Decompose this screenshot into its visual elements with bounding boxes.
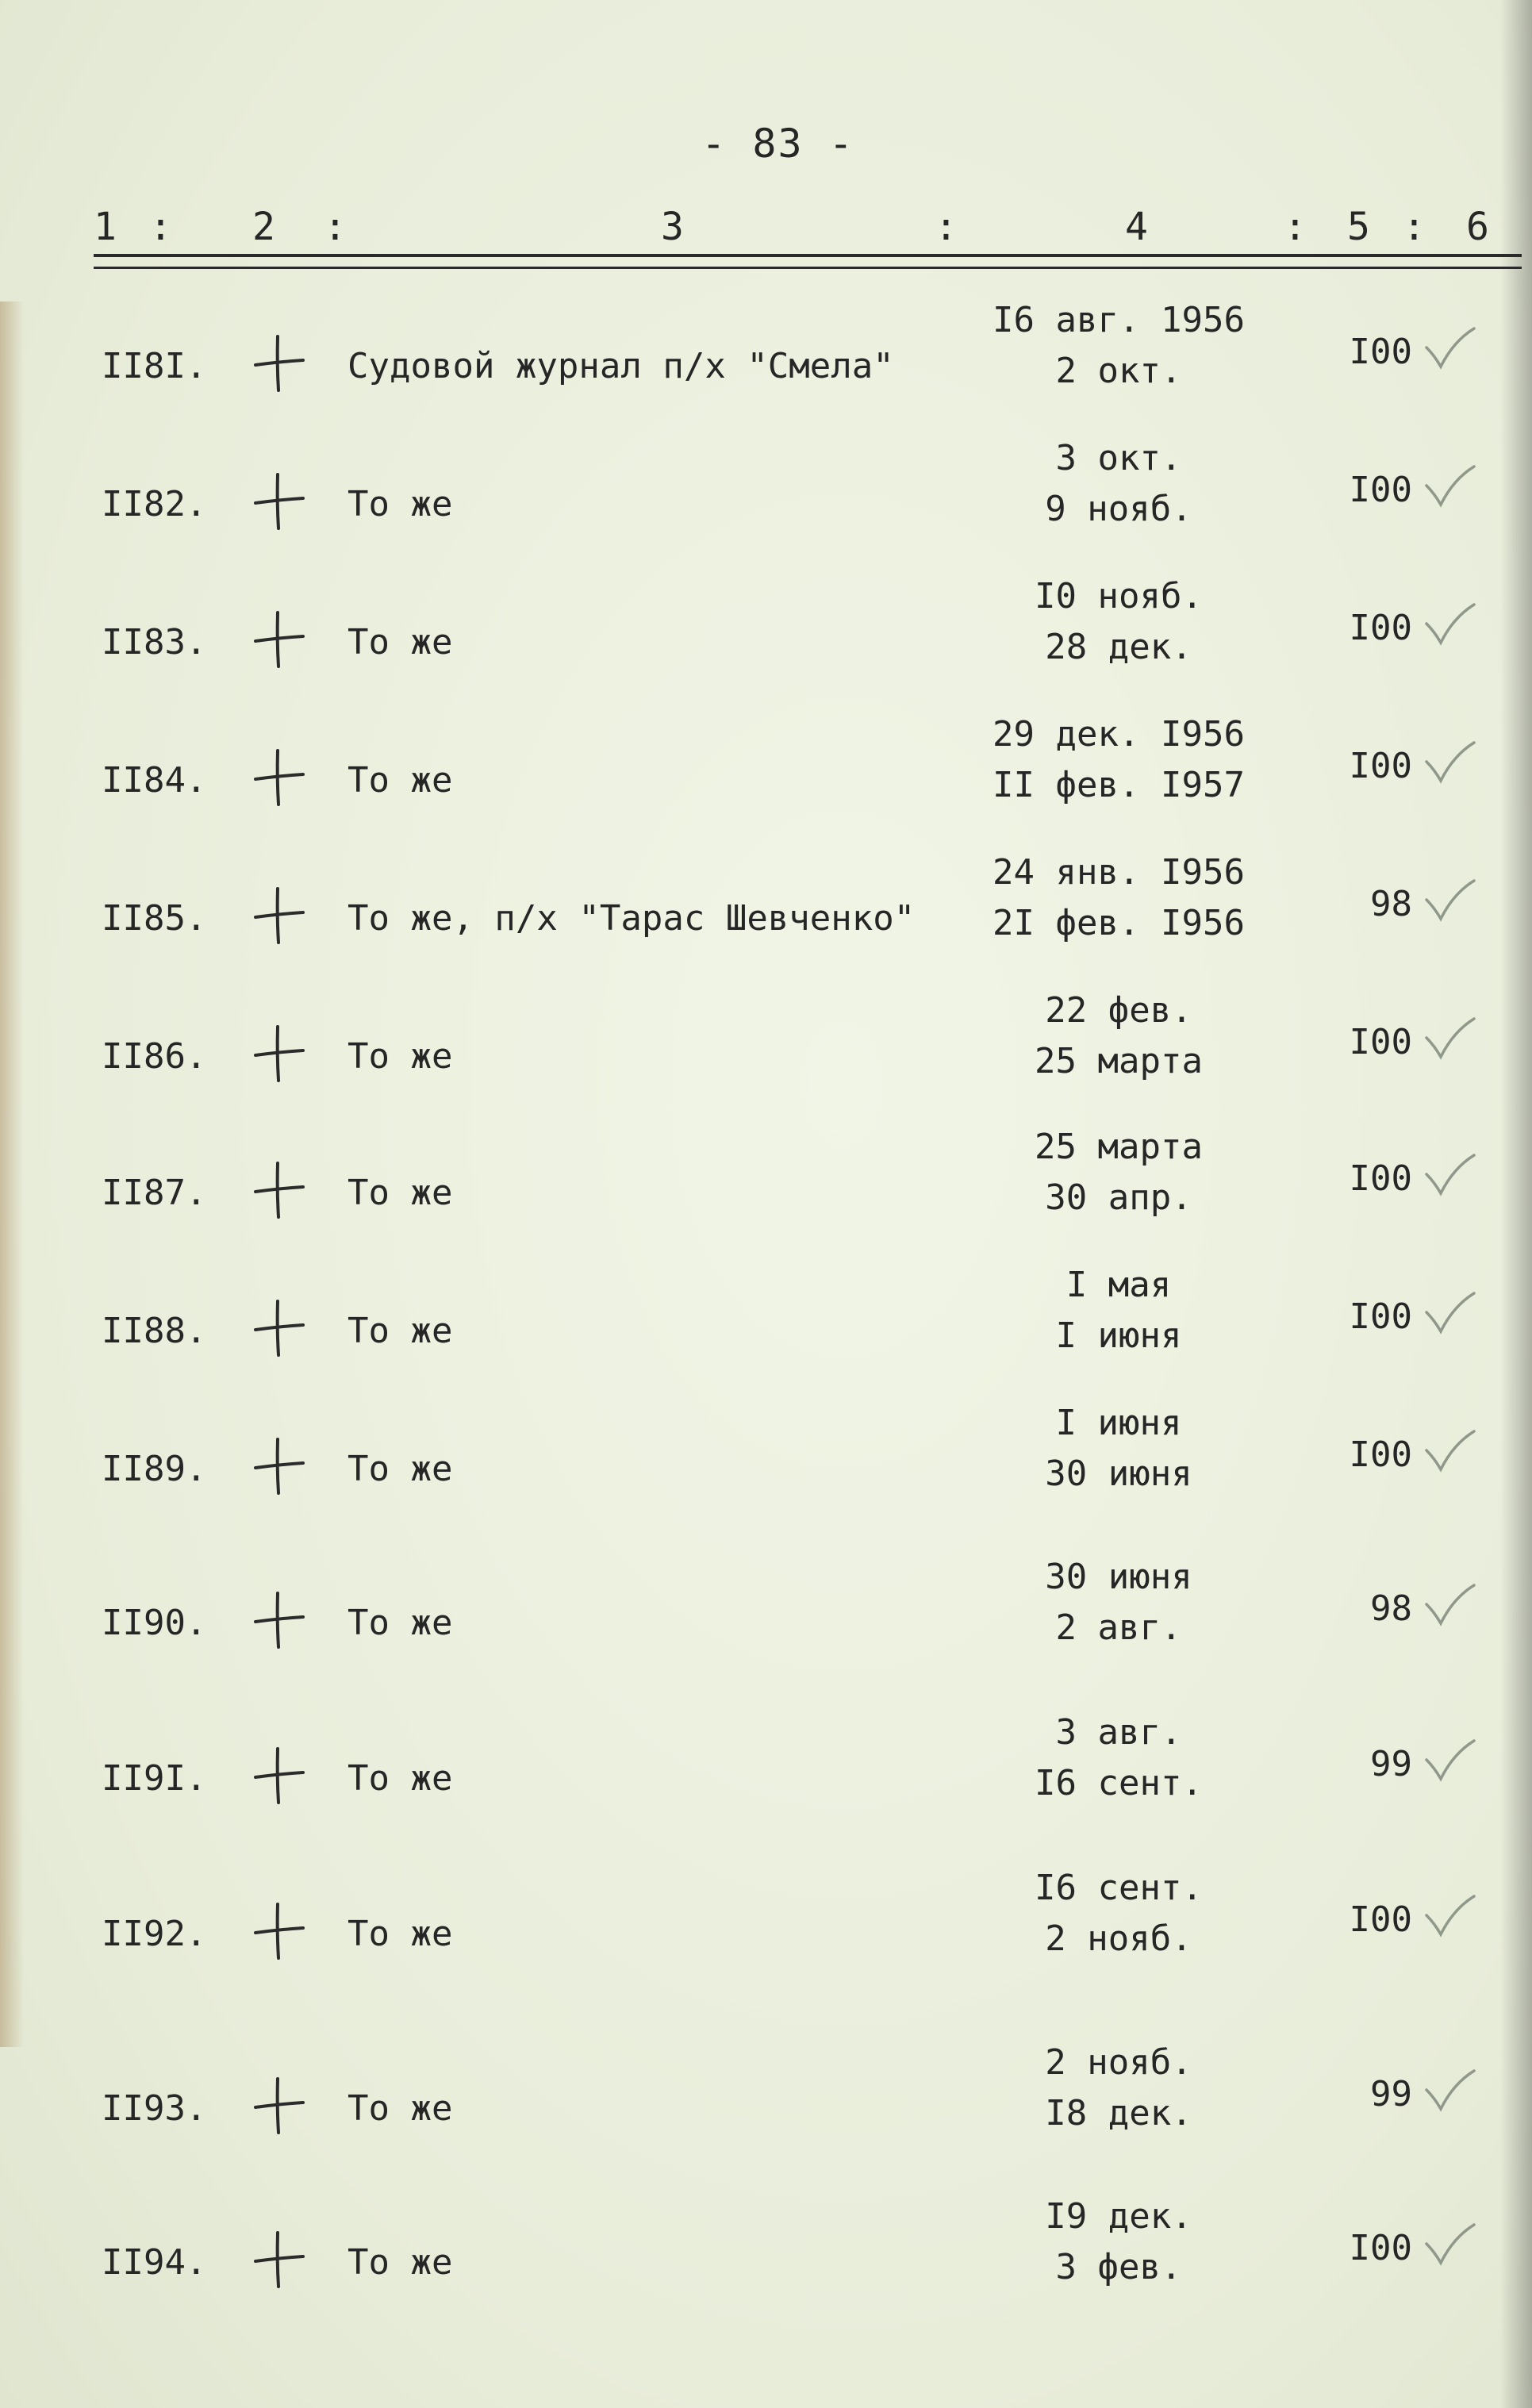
cross-mark-icon [251, 1160, 306, 1220]
entry-title: То же [347, 1449, 453, 1489]
date-start: 30 июня [1045, 1557, 1192, 1597]
cross-mark-icon [251, 1901, 306, 1961]
entry-number: II8I. [102, 346, 207, 386]
date-start: 3 авг. [1055, 1712, 1182, 1753]
sheet-count: 99 [1370, 2074, 1412, 2114]
entry-number: II87. [102, 1173, 207, 1213]
table-row [0, 852, 1532, 987]
date-end: 2 нояб. [1045, 1918, 1192, 1959]
sheet-count: 99 [1370, 1744, 1412, 1784]
entry-title: То же [347, 1173, 453, 1213]
date-start: I мая [1065, 1265, 1172, 1305]
sheet-count: I00 [1349, 608, 1412, 648]
col-header-6: 6 [1466, 205, 1489, 249]
date-start: 24 янв. I956 [993, 852, 1245, 893]
col-separator: : [1284, 205, 1307, 249]
sheet-count: I00 [1349, 1296, 1412, 1337]
checkmark-icon [1422, 1891, 1477, 1939]
date-end: I июня [1055, 1315, 1182, 1356]
entry-number: II86. [102, 1036, 207, 1077]
table-row [0, 1868, 1532, 2003]
col-separator: : [149, 205, 172, 249]
cross-mark-icon [251, 2229, 306, 2290]
date-end: 28 дек. [1045, 627, 1192, 667]
date-start: I июня [1055, 1403, 1182, 1443]
entry-number: II83. [102, 622, 207, 662]
entry-title: То же [347, 1036, 453, 1077]
entry-title: То же [347, 1603, 453, 1643]
checkmark-icon [1422, 462, 1477, 509]
entry-title: То же [347, 2242, 453, 2283]
date-start: 3 окт. [1055, 438, 1182, 478]
sheet-count: 98 [1370, 1588, 1412, 1629]
sheet-count: I00 [1349, 1434, 1412, 1475]
table-row [0, 1712, 1532, 1847]
sheet-count: 98 [1370, 884, 1412, 924]
date-end: 9 нояб. [1045, 489, 1192, 529]
date-end: II фев. I957 [993, 765, 1245, 805]
date-end: 30 апр. [1045, 1177, 1192, 1218]
date-end: 2I фев. I956 [993, 903, 1245, 943]
col-header-4: 4 [1125, 205, 1148, 249]
cross-mark-icon [251, 1298, 306, 1358]
date-start: I6 авг. 1956 [993, 300, 1245, 340]
date-start: I0 нояб. [1035, 576, 1203, 616]
entry-number: II85. [102, 898, 207, 939]
sheet-count: I00 [1349, 746, 1412, 786]
entry-title: То же [347, 484, 453, 524]
sheet-count: I00 [1349, 1158, 1412, 1199]
date-end: I6 сент. [1035, 1763, 1203, 1803]
cross-mark-icon [251, 1746, 306, 1806]
entry-title: То же [347, 1914, 453, 1954]
checkmark-icon [1422, 1427, 1477, 1474]
date-end: I8 дек. [1045, 2093, 1192, 2133]
entry-title: То же [347, 622, 453, 662]
entry-title: То же [347, 760, 453, 801]
cross-mark-icon [251, 1023, 306, 1084]
entry-title: То же, п/х "Тарас Шевченко" [347, 898, 916, 939]
col-header-3: 3 [661, 205, 684, 249]
sheet-count: I00 [1349, 332, 1412, 372]
date-start: I6 сент. [1035, 1868, 1203, 1908]
date-start: 2 нояб. [1045, 2042, 1192, 2083]
checkmark-icon [1422, 1580, 1477, 1628]
page-number: - 83 - [701, 121, 854, 167]
checkmark-icon [1422, 1150, 1477, 1198]
checkmark-icon [1422, 1288, 1477, 1336]
checkmark-icon [1422, 324, 1477, 371]
table-row [0, 1403, 1532, 1538]
table-row [0, 2042, 1532, 2177]
cross-mark-icon [251, 471, 306, 532]
cross-mark-icon [251, 1436, 306, 1496]
date-end: 2 окт. [1055, 351, 1182, 391]
col-separator: : [324, 205, 347, 249]
checkmark-icon [1422, 1736, 1477, 1784]
header-rule [94, 267, 1522, 269]
checkmark-icon [1422, 876, 1477, 924]
cross-mark-icon [251, 747, 306, 808]
col-separator: : [1403, 205, 1426, 249]
entry-title: То же [347, 1311, 453, 1351]
entry-number: II88. [102, 1311, 207, 1351]
cross-mark-icon [251, 885, 306, 946]
table-row [0, 438, 1532, 573]
table-row [0, 1557, 1532, 1692]
date-end: 2 авг. [1055, 1607, 1182, 1648]
entry-number: II90. [102, 1603, 207, 1643]
date-end: 25 марта [1035, 1041, 1203, 1081]
entry-number: II84. [102, 760, 207, 801]
checkmark-icon [1422, 2066, 1477, 2114]
column-header-row [94, 205, 1522, 252]
date-start: 22 фев. [1045, 990, 1192, 1031]
table-row [0, 2196, 1532, 2331]
entry-title: Судовой журнал п/х "Смела" [347, 346, 894, 386]
entry-number: II9I. [102, 1758, 207, 1799]
checkmark-icon [1422, 600, 1477, 647]
date-start: 29 дек. I956 [993, 714, 1245, 755]
cross-mark-icon [251, 2076, 306, 2136]
entry-number: II89. [102, 1449, 207, 1489]
entry-number: II92. [102, 1914, 207, 1954]
sheet-count: I00 [1349, 470, 1412, 510]
cross-mark-icon [251, 1590, 306, 1650]
col-header-1: 1 [94, 205, 117, 249]
date-end: 30 июня [1045, 1454, 1192, 1494]
checkmark-icon [1422, 2220, 1477, 2268]
entry-number: II82. [102, 484, 207, 524]
entry-number: II94. [102, 2242, 207, 2283]
header-rule [94, 254, 1522, 257]
date-start: 25 марта [1035, 1127, 1203, 1167]
table-row [0, 300, 1532, 435]
table-row [0, 714, 1532, 849]
entry-title: То же [347, 2088, 453, 2129]
entry-number: II93. [102, 2088, 207, 2129]
cross-mark-icon [251, 333, 306, 394]
cross-mark-icon [251, 609, 306, 670]
checkmark-icon [1422, 738, 1477, 785]
col-header-2: 2 [252, 205, 275, 249]
checkmark-icon [1422, 1014, 1477, 1062]
table-row [0, 1265, 1532, 1400]
table-row [0, 990, 1532, 1125]
table-row [0, 576, 1532, 711]
sheet-count: I00 [1349, 2228, 1412, 2268]
sheet-count: I00 [1349, 1899, 1412, 1940]
col-separator: : [935, 205, 958, 249]
date-start: I9 дек. [1045, 2196, 1192, 2237]
entry-title: То же [347, 1758, 453, 1799]
table-row [0, 1127, 1532, 1262]
col-header-5: 5 [1347, 205, 1370, 249]
date-end: 3 фев. [1055, 2247, 1182, 2287]
sheet-count: I00 [1349, 1022, 1412, 1062]
